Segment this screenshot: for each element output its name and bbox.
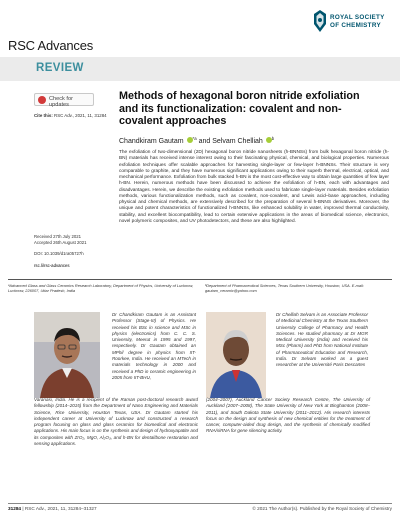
- section-bar: [0, 57, 400, 81]
- footer-journal-ref: | RSC Adv., 2021, 11, 31284–31327: [22, 506, 97, 511]
- footer-citation: [8, 506, 97, 511]
- check-for-updates-button[interactable]: [34, 93, 94, 106]
- cite-ref: RSC Adv., 2021, 11, 31284: [54, 113, 107, 118]
- publisher-line2: OF CHEMISTRY: [330, 22, 381, 29]
- author-name: Chandkiram Gautam: [119, 138, 184, 145]
- journal-name: RSC Advances: [8, 38, 94, 53]
- page-number: 31284: [8, 506, 22, 511]
- footer-copyright: © 2021 The Author(s). Published by the Royal Society of Chemistry: [252, 506, 392, 511]
- article-title: Methods of hexagonal boron nitride exfoliation and its functionalization: covalent and non-covalent approaches: [119, 90, 360, 128]
- citation: [34, 113, 107, 118]
- check-updates-label: Check for updates: [49, 96, 73, 108]
- author-marks: b: [271, 136, 275, 141]
- author-conjunction: and: [198, 138, 211, 145]
- bio-chelliah-top: Dr Chelliah Selvam is an Associate Professor of Medicinal Chemistry at the Texas Southern University College of Pharmacy and Health Sciences. He studied pharmacy at Dr MGR Medical University (India) and received his MSc (Pharm) and PhD from National Institute of Pharmaceutical Education and Research, India. Dr Selvam worked as a guest researcher at the Université Paris Descartes: [276, 312, 368, 368]
- author-photo-gautam: [34, 312, 100, 398]
- bio-chelliah-bottom: (2004–2007), Auckland Cancer Society Research Centre, The University of Auckland (2007–2008), The State University of New York at Binghamton (2008–2011), and South Dakota State University (2011–2012). His research interests focus on the design and synthesis of new chemical entities for the treatment of cancer, computer-aided drug design, and the synthesis of chemically modified RNA/siRNA for gene silencing activity.: [206, 397, 370, 434]
- publisher-line1: ROYAL SOCIETY: [330, 14, 385, 21]
- author-photo-chelliah: [206, 312, 266, 398]
- abstract: The exfoliation of two-dimensional (2D) hexagonal boron nitride nanosheets (h-BNNSs) from bulk hexagonal boron nitride (h-BN) materials has received intense interest owing to their fascinating physical, chemical, and biological properties. Numerous exfoliation techniques offer scalable approaches for harvesting single-layer or few-layer h-BNNSs. Their structure is very comparable to graphite, and they have numerous significant applications owing to their superb thermal, electrical, optical, and mechanical performance. Exfoliation from bulk stacked h-BN is the most cost-effective way to obtain large quantities of few layer h-BN. Herein, numerous methods have been discussed to achieve the exfoliation of h-BN, each with advantages and disadvantages. Herein, we describe the existing exfoliation methods used to fabricate single-layer materials. Besides exfoliation methods, various functionalization methods, such as covalent, non-covalent, and Lewis acid–base approaches, including physical and chemical methods, are extensively described for the preparation of several h-BNNS derivatives. Moreover, the unique and potent characteristics of functionalized h-BNNSs, like enhanced solubility in water, improved thermal conductivity, stability, and excellent biocompatibility, lead to certain extensive applications in the areas of biomedical science, electronics, novel polymeric composites, and UV photodetectors, and these are also highlighted.: [119, 150, 389, 224]
- journal-link[interactable]: rsc.li/rsc-advances: [34, 262, 70, 268]
- bio-gautam-top: Dr Chandkiram Gautam is an Assistant Professor (Stage-III) of Physics. He received his BSc in science and MSc in physics (electronics) from C. C. S. University, Meerut in 1995 and 1997, respectively. Dr Gautam obtained an MPhil degree in physics from IIT-Roorkee, India. He received an MTech in materials technology in 2000 and received a PhD in ceramic engineering in 2005 from IIT-BHU,: [112, 312, 196, 380]
- bio-gautam-bottom: Varanasi, India. He is a recipient of the Raman post-doctoral research award fellowship (2014–2015) from the Department of Nano Engineering and Materials Science, Rice University, Houston Texas, USA. Dr Gautam started his independent career at University of Lucknow and constructed a research program focusing on glass and glass ceramics for biomedical and electronic applications. His main focus is on the synthesis and design of hydroxyapatite and its composites with ZrO₂, MgO, Al₂O₃, and h-BN for dental/bone restoration and sensing applications.: [34, 397, 198, 447]
- cite-label: Cite this:: [34, 113, 53, 118]
- affiliation-b: ᵇDepartment of Pharmaceutical Sciences, Texas Southern University, Houston, USA. E-mail: gautam_ceramic@yahoo.com: [205, 283, 364, 293]
- doi[interactable]: DOI: 10.1039/d1ra05727h: [34, 251, 84, 257]
- footer-divider: [8, 503, 392, 504]
- accepted-date: Accepted 26th August 2021: [34, 240, 87, 246]
- affiliation-a: ᵃAdvanced Glass and Glass Ceramics Research Laboratory, Department of Physics, University of Lucknow, Lucknow, 226007, Uttar Pradesh, India: [8, 283, 194, 293]
- received-date: Received 27th July 2021: [34, 234, 82, 239]
- update-check-icon: [38, 96, 46, 104]
- article-dates: [34, 234, 87, 269]
- section-label: REVIEW: [36, 62, 84, 74]
- divider: [8, 279, 392, 280]
- author-list: [119, 136, 389, 145]
- author-name: Selvam Chelliah: [212, 138, 263, 145]
- rsc-crest-icon: [313, 10, 327, 32]
- author-marks: *a: [192, 136, 197, 141]
- rsc-logo[interactable]: [313, 10, 393, 34]
